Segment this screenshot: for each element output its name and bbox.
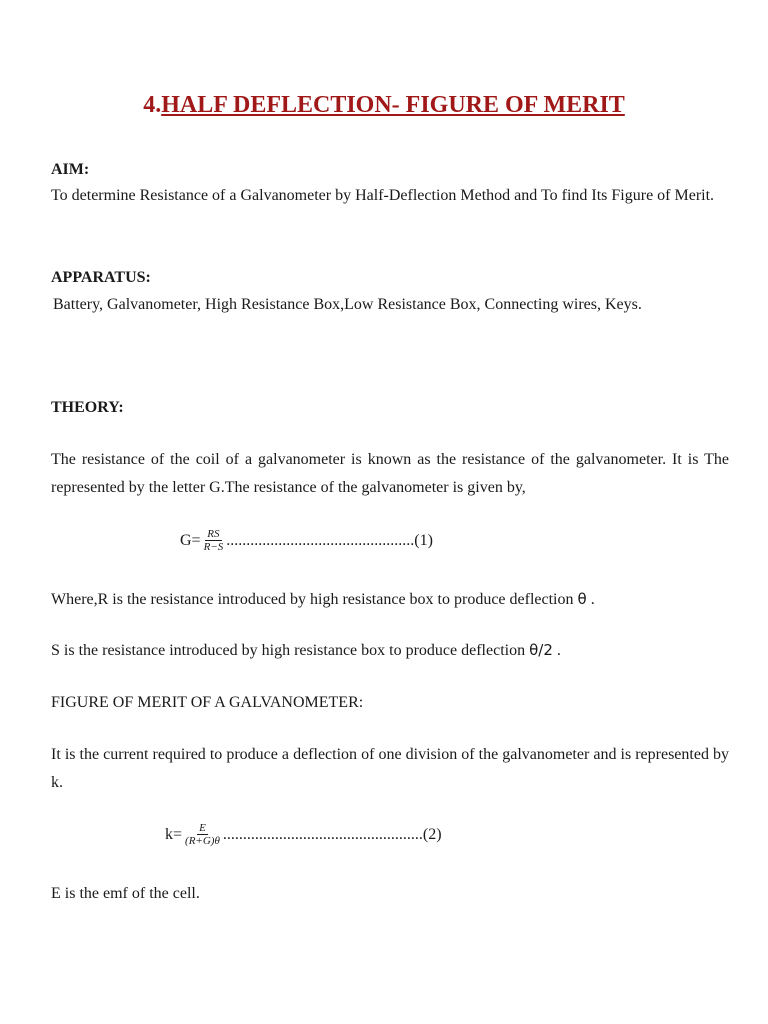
eq1-fraction xyxy=(202,528,226,553)
theory-intro: The resistance of the coil of a galvanometer is known as the resistance of the galvanometer. It is The represented by the letter G.The resistance of the galvanometer is given by, xyxy=(51,451,729,496)
equation-1 xyxy=(180,528,433,553)
s-line-end: . xyxy=(552,642,561,659)
merit-text: It is the current required to produce a deflection of one division of the galvanometer and is represented by k. xyxy=(51,746,729,791)
emf-line: E is the emf of the cell. xyxy=(51,885,200,902)
where-r-line xyxy=(51,590,595,609)
where-r-text: Where,R is the resistance introduced by high resistance box to produce deflection xyxy=(51,591,574,608)
eq2-denominator: (R+G)θ xyxy=(185,835,220,847)
theory-heading: THEORY: xyxy=(51,399,124,416)
eq2-lhs: k= xyxy=(165,825,183,843)
aim-heading: AIM: xyxy=(51,161,90,178)
eq1-numerator: RS xyxy=(207,528,220,540)
title-text: HALF DEFLECTION- FIGURE OF MERIT xyxy=(161,92,625,118)
eq1-label: (1) xyxy=(414,531,433,549)
s-line-text: S is the resistance introduced by high resistance box to produce deflection xyxy=(51,642,526,659)
half-theta-symbol: θ/2 xyxy=(529,641,553,659)
aim-text: To determine Resistance of a Galvanometer by Half-Deflection Method and To find Its Figure of Merit. xyxy=(51,187,715,204)
eq2-numerator: E xyxy=(199,822,206,834)
title-number: 4. xyxy=(143,92,162,118)
s-line xyxy=(51,641,561,660)
merit-heading: FIGURE OF MERIT OF A GALVANOMETER: xyxy=(51,694,364,711)
eq1-dots: ............................................... xyxy=(226,531,415,549)
where-r-end: . xyxy=(586,591,595,608)
page-title xyxy=(0,92,768,119)
eq1-denominator: R−S xyxy=(203,541,224,553)
equation-2 xyxy=(165,822,442,847)
eq2-label: (2) xyxy=(422,825,442,843)
eq2-fraction xyxy=(183,822,222,847)
theta-symbol: θ xyxy=(577,590,587,608)
apparatus-heading: APPARATUS: xyxy=(51,269,151,286)
eq2-dots: .................................................. xyxy=(222,825,423,843)
apparatus-text: Battery, Galvanometer, High Resistance Box,Low Resistance Box, Connecting wires, Keys. xyxy=(53,296,642,313)
eq1-lhs: G= xyxy=(180,531,201,549)
